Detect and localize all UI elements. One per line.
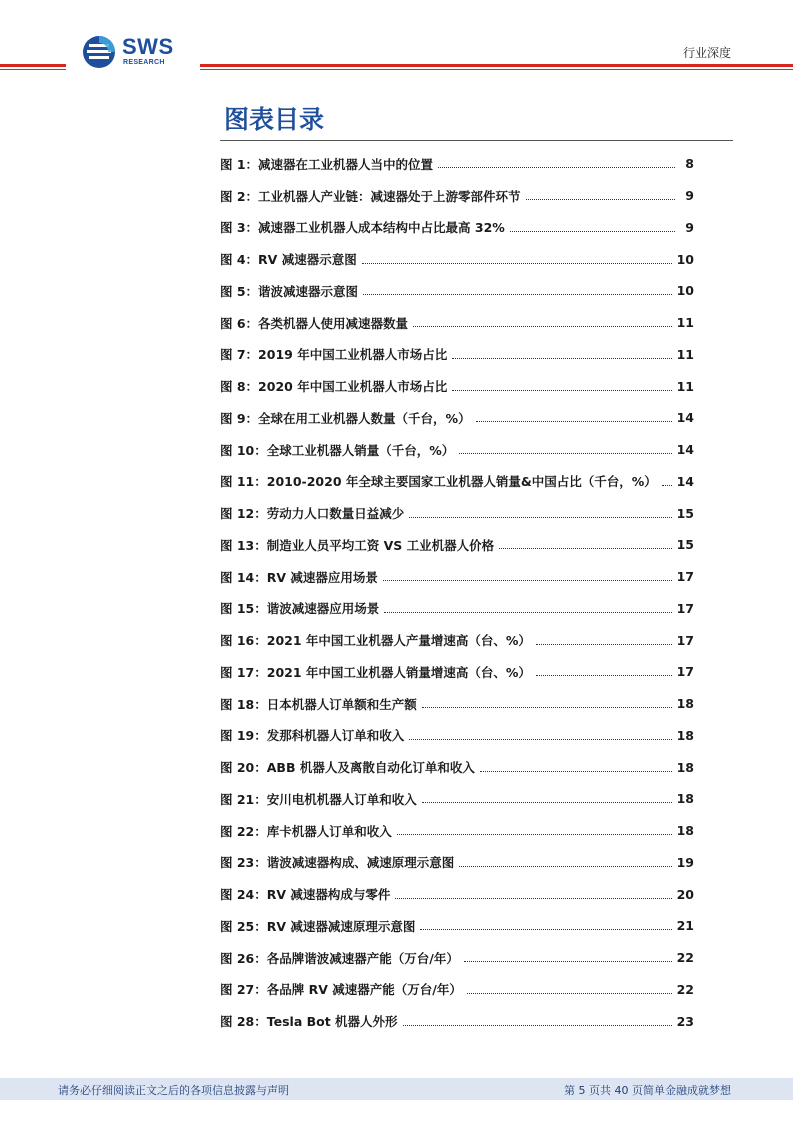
toc-entry[interactable] — [220, 878, 694, 910]
toc-entry-label: 图 17：2021 年中国工业机器人销量增速高（台、%） — [220, 664, 531, 680]
toc-leader-dots — [363, 294, 672, 295]
toc-entry-label: 图 23：谐波减速器构成、减速原理示意图 — [220, 855, 455, 871]
toc-entry-label: 图 12：劳动力人口数量日益减少 — [220, 506, 405, 522]
toc-entry-label: 图 1：减速器在工业机器人当中的位置 — [220, 156, 434, 172]
toc-leader-dots — [459, 866, 671, 867]
toc-entry[interactable] — [220, 847, 694, 879]
toc-entry[interactable] — [220, 624, 694, 656]
toc-entry-page: 20 — [676, 886, 694, 902]
toc-entry-page: 9 — [685, 188, 694, 204]
header-rule-right — [200, 64, 793, 67]
toc-entry-page: 22 — [676, 950, 694, 966]
toc-leader-dots — [452, 390, 671, 391]
toc-entry-label: 图 6：各类机器人使用减速器数量 — [220, 315, 409, 331]
toc-entry-page: 15 — [676, 505, 694, 521]
toc-entry-page: 15 — [676, 537, 694, 553]
toc-entry-label: 图 3：减速器工业机器人成本结构中占比最高 32% — [220, 220, 505, 236]
toc-entry-page: 10 — [676, 251, 694, 267]
toc-entry[interactable] — [220, 561, 694, 593]
toc-entry-label: 图 11：2010-2020 年全球主要国家工业机器人销量&中国占比（千台，%） — [220, 474, 657, 490]
footer-page-info: 第 5 页共 40 页简单金融成就梦想 — [564, 1084, 731, 1097]
toc-leader-dots — [422, 707, 672, 708]
toc-leader-dots — [536, 675, 672, 676]
logo-subtext: RESEARCH — [123, 59, 165, 66]
toc-leader-dots — [459, 453, 671, 454]
toc-leader-dots — [536, 644, 672, 645]
toc-leader-dots — [384, 612, 671, 613]
toc-entry-page: 14 — [676, 410, 694, 426]
toc-leader-dots — [362, 263, 672, 264]
toc-leader-dots — [395, 898, 671, 899]
toc-entry-page: 14 — [676, 473, 694, 489]
toc-entry-page: 19 — [676, 854, 694, 870]
toc-entry-label: 图 27：各品牌 RV 减速器产能（万台/年） — [220, 982, 462, 998]
toc-leader-dots — [510, 231, 675, 232]
toc-leader-dots — [383, 580, 672, 581]
toc-entry[interactable] — [220, 497, 694, 529]
toc-entry-label: 图 19：发那科机器人订单和收入 — [220, 728, 405, 744]
toc-leader-dots — [397, 834, 672, 835]
toc-leader-dots — [480, 771, 672, 772]
toc-entry[interactable] — [220, 339, 694, 371]
header-rule-left — [0, 64, 66, 67]
toc-entry-page: 10 — [676, 283, 694, 299]
toc-entry[interactable] — [220, 688, 694, 720]
toc-entry-page: 14 — [676, 442, 694, 458]
toc-entry[interactable] — [220, 434, 694, 466]
toc-entry[interactable] — [220, 974, 694, 1006]
sws-logo — [82, 33, 192, 73]
toc-entry-page: 18 — [676, 823, 694, 839]
toc-entry-label: 图 16：2021 年中国工业机器人产量增速高（台、%） — [220, 633, 531, 649]
logo-text: SWS — [122, 34, 174, 59]
toc-entry-page: 17 — [676, 569, 694, 585]
toc-leader-dots — [464, 961, 672, 962]
sws-logo-icon — [82, 35, 116, 69]
toc-entry[interactable] — [220, 243, 694, 275]
toc-entry-page: 18 — [676, 696, 694, 712]
toc-entry-page: 9 — [685, 219, 694, 235]
toc-entry-page: 21 — [676, 918, 694, 934]
toc-leader-dots — [526, 199, 675, 200]
toc-entry-label: 图 22：库卡机器人订单和收入 — [220, 823, 392, 839]
toc-leader-dots — [452, 358, 671, 359]
toc-entry-label: 图 28：Tesla Bot 机器人外形 — [220, 1014, 398, 1030]
toc-entry-page: 17 — [676, 600, 694, 616]
toc-entry[interactable] — [220, 402, 694, 434]
toc-entry[interactable] — [220, 942, 694, 974]
toc-entry-page: 17 — [676, 632, 694, 648]
toc-leader-dots — [438, 167, 675, 168]
toc-leader-dots — [403, 1025, 672, 1026]
title-divider — [220, 140, 733, 141]
toc-entry-label: 图 13：制造业人员平均工资 VS 工业机器人价格 — [220, 537, 495, 553]
toc-entry[interactable] — [220, 656, 694, 688]
toc-leader-dots — [662, 485, 672, 486]
toc-leader-dots — [476, 421, 672, 422]
header-rule-left-thin — [0, 69, 66, 70]
toc-entry-label: 图 25：RV 减速器减速原理示意图 — [220, 918, 416, 934]
toc-entry[interactable] — [220, 1005, 694, 1037]
toc-entry[interactable] — [220, 466, 694, 498]
toc-leader-dots — [420, 929, 671, 930]
toc-entry-page: 18 — [676, 759, 694, 775]
toc-entry-page: 11 — [676, 346, 694, 362]
toc-entry-page: 11 — [676, 378, 694, 394]
toc-leader-dots — [413, 326, 672, 327]
figure-list — [220, 148, 694, 1037]
report-type-tag: 行业深度 — [682, 46, 731, 60]
toc-entry-page: 8 — [685, 156, 694, 172]
toc-entry-label: 图 26：各品牌谐波减速器产能（万台/年） — [220, 950, 459, 966]
toc-entry-label: 图 15：谐波减速器应用场景 — [220, 601, 380, 617]
toc-entry-label: 图 21：安川电机机器人订单和收入 — [220, 791, 417, 807]
toc-entry[interactable] — [220, 751, 694, 783]
toc-entry-page: 22 — [676, 981, 694, 997]
toc-entry-label: 图 7：2019 年中国工业机器人市场占比 — [220, 347, 448, 363]
toc-entry-label: 图 8：2020 年中国工业机器人市场占比 — [220, 379, 448, 395]
toc-entry-label: 图 5：谐波减速器示意图 — [220, 283, 359, 299]
toc-entry-label: 图 4：RV 减速器示意图 — [220, 252, 357, 268]
toc-entry[interactable] — [220, 307, 694, 339]
toc-entry[interactable] — [220, 148, 694, 180]
toc-entry[interactable] — [220, 529, 694, 561]
toc-entry[interactable] — [220, 783, 694, 815]
toc-entry-label: 图 9：全球在用工业机器人数量（千台，%） — [220, 410, 471, 426]
toc-entry-label: 图 18：日本机器人订单额和生产额 — [220, 696, 417, 712]
toc-entry-page: 18 — [676, 791, 694, 807]
toc-entry[interactable] — [220, 275, 694, 307]
toc-entry-page: 18 — [676, 727, 694, 743]
toc-entry[interactable] — [220, 815, 694, 847]
toc-entry-label: 图 14：RV 减速器应用场景 — [220, 569, 378, 585]
toc-entry-page: 11 — [676, 315, 694, 331]
toc-leader-dots — [409, 517, 671, 518]
toc-entry-label: 图 10：全球工业机器人销量（千台，%） — [220, 442, 455, 458]
header-rule-right-thin — [200, 69, 793, 70]
toc-entry[interactable] — [220, 593, 694, 625]
toc-leader-dots — [467, 993, 672, 994]
footer-disclaimer: 请务必仔细阅读正文之后的各项信息披露与声明 — [58, 1084, 289, 1097]
toc-entry-page: 17 — [676, 664, 694, 680]
toc-leader-dots — [499, 548, 671, 549]
toc-entry-page: 23 — [676, 1013, 694, 1029]
toc-leader-dots — [422, 802, 672, 803]
toc-entry[interactable] — [220, 370, 694, 402]
toc-entry[interactable] — [220, 212, 694, 244]
toc-entry-label: 图 2：工业机器人产业链：减速器处于上游零部件环节 — [220, 188, 521, 204]
toc-entry[interactable] — [220, 180, 694, 212]
toc-entry[interactable] — [220, 910, 694, 942]
page-title: 图表目录 — [224, 105, 325, 134]
toc-leader-dots — [409, 739, 671, 740]
toc-entry[interactable] — [220, 720, 694, 752]
toc-entry-label: 图 24：RV 减速器构成与零件 — [220, 887, 391, 903]
toc-entry-label: 图 20：ABB 机器人及离散自动化订单和收入 — [220, 760, 475, 776]
